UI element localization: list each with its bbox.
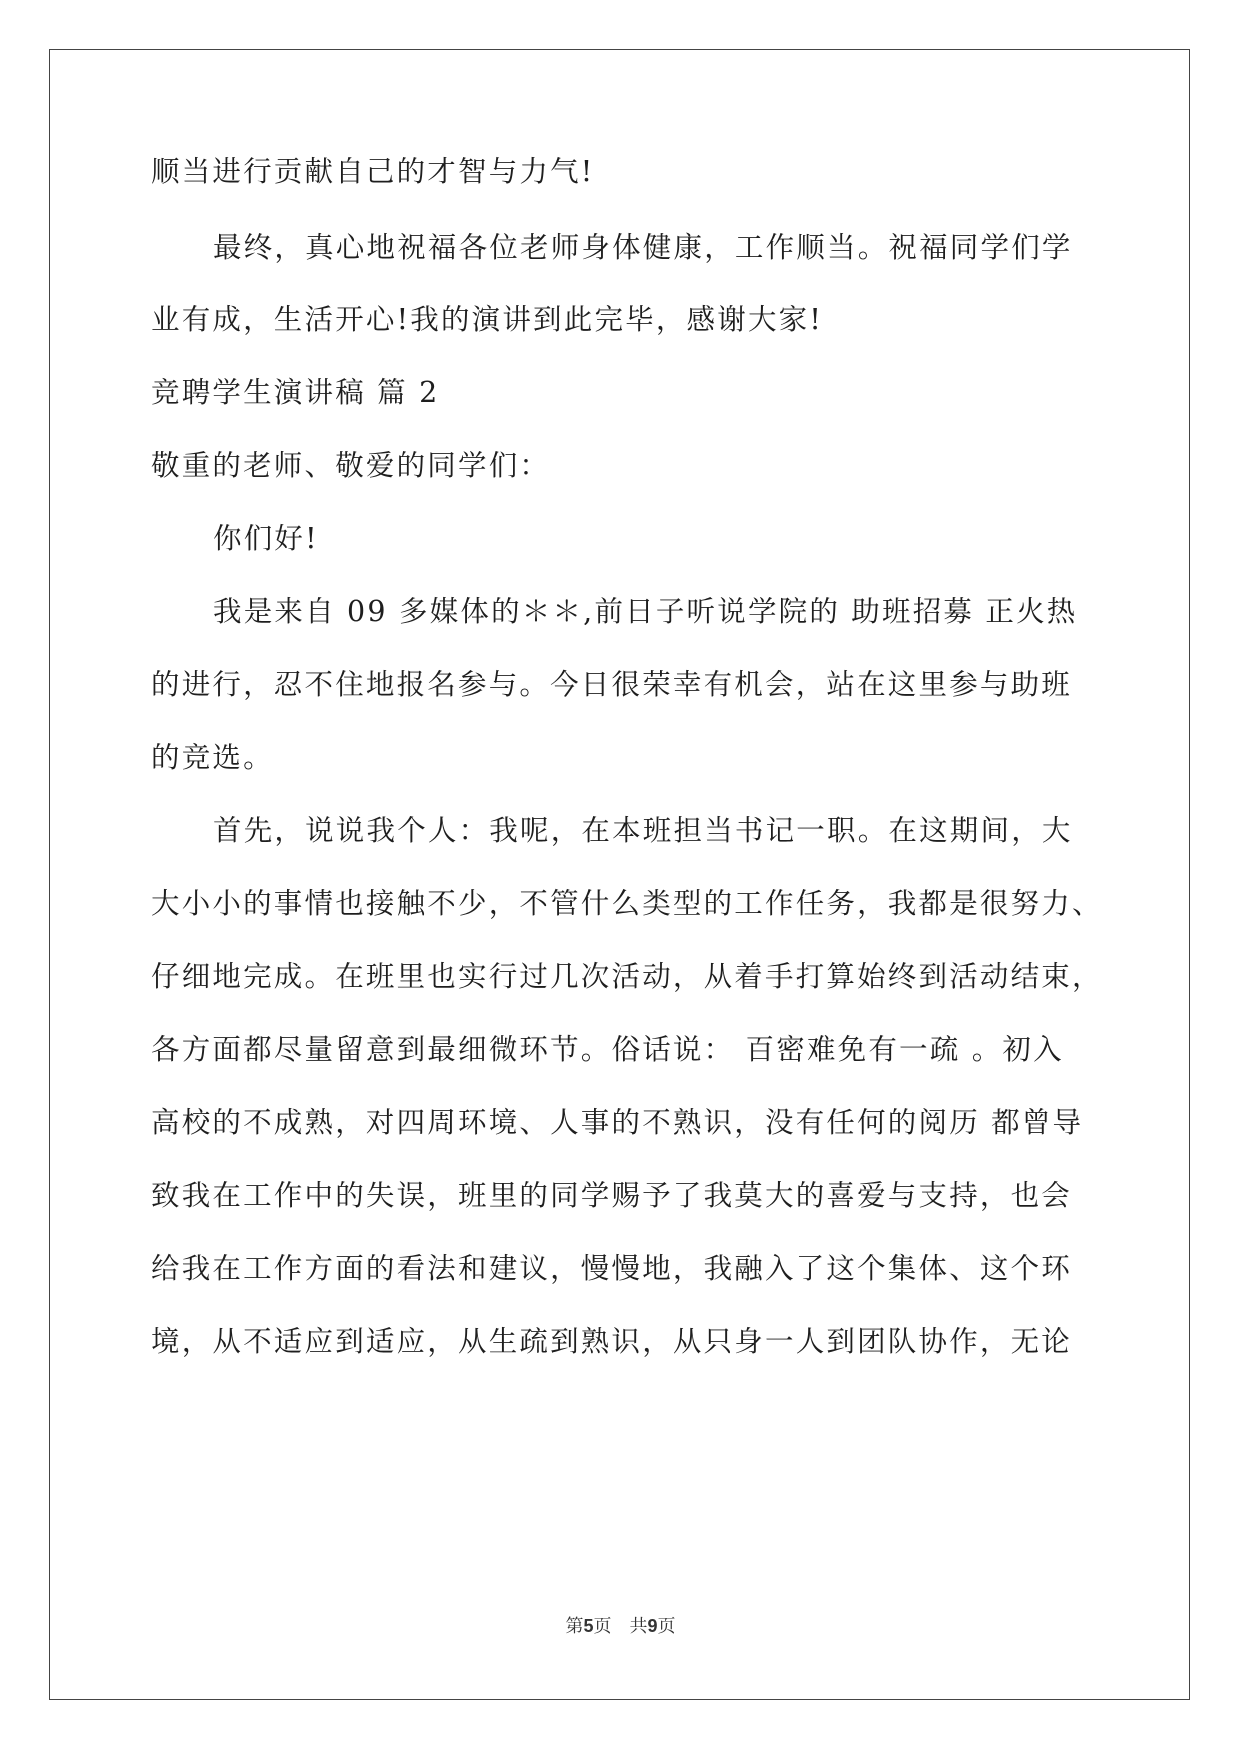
page-border <box>49 49 1190 1700</box>
greeting: 你们好! <box>213 522 319 555</box>
page-middle: 页 共 <box>593 1616 648 1637</box>
text-line: 各方面都尽量留意到最细微环节。俗话说： 百密难免有一疏 。初入 <box>151 1033 1064 1066</box>
text-line: 大小小的事情也接触不少，不管什么类型的工作任务，我都是很努力、 <box>151 887 1103 920</box>
paragraph-first-line: 首先，说说我个人：我呢，在本班担当书记一职。在这期间，大 <box>213 814 1073 847</box>
current-page-number: 5 <box>583 1616 594 1636</box>
text-line: 顺当进行贡献自己的才智与力气! <box>151 155 595 188</box>
text-line: 境，从不适应到适应，从生疏到熟识，从只身一人到团队协作，无论 <box>151 1325 1073 1358</box>
paragraph-first-line: 最终，真心地祝福各位老师身体健康，工作顺当。祝福同学们学 <box>213 231 1073 264</box>
total-page-number: 9 <box>647 1616 658 1636</box>
text-line: 高校的不成熟，对四周环境、人事的不熟识，没有任何的阅历 都曾导 <box>151 1106 1084 1139</box>
salutation: 敬重的老师、敬爱的同学们： <box>151 449 551 482</box>
page-footer <box>0 1612 1241 1638</box>
paragraph-first-line: 我是来自 09 多媒体的＊＊,前日子听说学院的 助班招募 正火热 <box>213 595 1078 628</box>
text-line: 业有成，生活开心!我的演讲到此完毕，感谢大家! <box>151 303 824 336</box>
text-line: 给我在工作方面的看法和建议，慢慢地，我融入了这个集体、这个环 <box>151 1252 1073 1285</box>
section-heading: 竞聘学生演讲稿 篇 2 <box>151 376 440 409</box>
text-line: 致我在工作中的失误，班里的同学赐予了我莫大的喜爱与支持，也会 <box>151 1179 1073 1212</box>
page-suffix: 页 <box>657 1616 676 1637</box>
page-prefix: 第 <box>565 1616 584 1637</box>
text-line: 的竞选。 <box>151 741 274 774</box>
text-line: 仔细地完成。在班里也实行过几次活动，从着手打算始终到活动结束， <box>151 960 1103 993</box>
text-line: 的进行，忍不住地报名参与。今日很荣幸有机会，站在这里参与助班 <box>151 668 1073 701</box>
